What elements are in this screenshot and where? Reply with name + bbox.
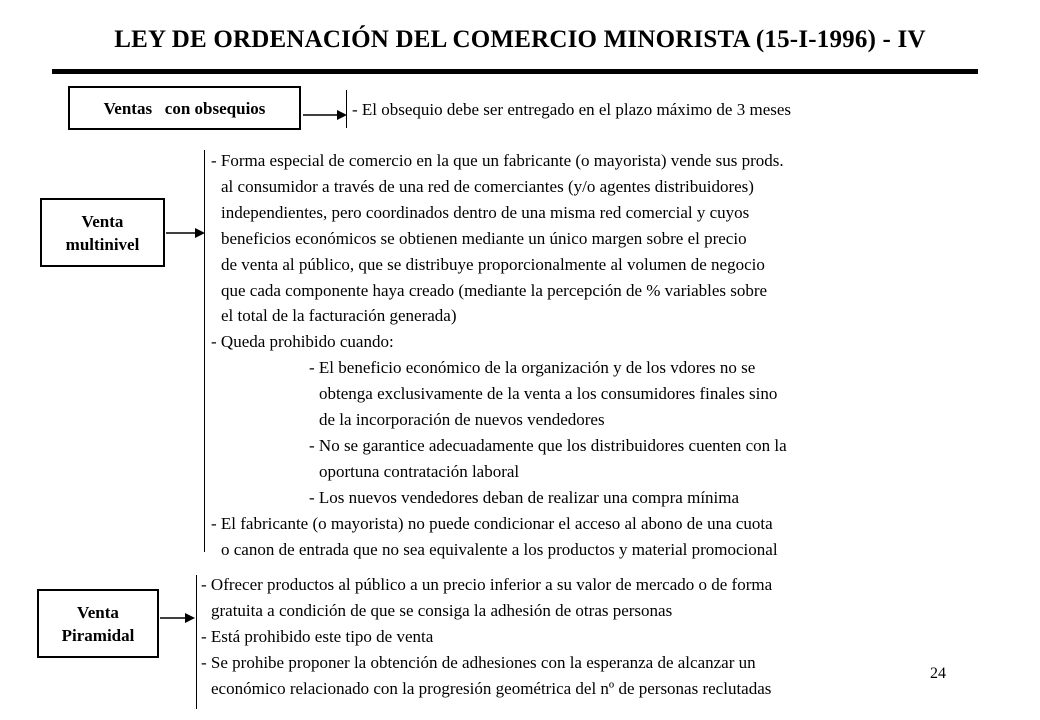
- multinivel-label-box: [40, 198, 165, 267]
- multinivel-line: obtenga exclusivamente de la venta a los consumidores finales sino: [319, 384, 778, 404]
- piramidal-label-line-2: Piramidal: [61, 625, 135, 645]
- multinivel-line: - Forma especial de comercio en la que un fabricante (o mayorista) vende sus prods.: [211, 151, 784, 170]
- multinivel-label-line-1: Venta: [81, 211, 124, 231]
- multinivel-line: de venta al público, que se distribuye proporcionalmente al volumen de negocio: [221, 254, 765, 274]
- multinivel-line: o canon de entrada que no sea equivalente a los productos y material promocional: [221, 539, 778, 559]
- multinivel-label-line-2: multinivel: [65, 234, 140, 254]
- obsequios-arrow-icon: [303, 108, 348, 122]
- multinivel-line: - Los nuevos vendedores deban de realizar una compra mínima: [309, 487, 740, 507]
- obsequios-line: - El obsequio debe ser entregado en el plazo máximo de 3 meses: [352, 100, 792, 119]
- piramidal-line: - Ofrecer productos al público a un precio inferior a su valor de mercado o de forma: [201, 575, 773, 594]
- multinivel-arrow-icon: [166, 226, 206, 240]
- title-underline: [52, 69, 978, 74]
- multinivel-line: que cada componente haya creado (mediante la percepción de % variables sobre: [221, 280, 768, 300]
- multinivel-line: - No se garantice adecuadamente que los distribuidores cuenten con la: [309, 435, 787, 455]
- piramidal-line: - Está prohibido este tipo de venta: [201, 626, 434, 646]
- multinivel-line: independientes, pero coordinados dentro de una misma red comercial y cuyos: [221, 202, 750, 222]
- multinivel-line: - El fabricante (o mayorista) no puede condicionar el acceso al abono de una cuota: [211, 513, 773, 533]
- multinivel-line: al consumidor a través de una red de comerciantes (y/o agentes distribuidores): [221, 176, 754, 196]
- multinivel-line: de la incorporación de nuevos vendedores: [319, 410, 605, 430]
- multinivel-bracket-line: [204, 150, 205, 552]
- piramidal-label-box: [37, 589, 159, 658]
- multinivel-line: - Queda prohibido cuando:: [211, 332, 394, 352]
- multinivel-text: [211, 148, 787, 563]
- obsequios-bracket-line: [346, 90, 347, 128]
- piramidal-line: económico relacionado con la progresión geométrica del nº de personas reclutadas: [211, 678, 772, 698]
- piramidal-bracket-line: [196, 575, 197, 709]
- multinivel-line: el total de la facturación generada): [221, 306, 457, 326]
- multinivel-line: - El beneficio económico de la organización y de los vdores no se: [309, 358, 756, 378]
- piramidal-arrow-icon: [160, 611, 196, 625]
- obsequios-label-box: [68, 86, 301, 130]
- piramidal-line: - Se prohibe proponer la obtención de adhesiones con la esperanza de alcanzar un: [201, 652, 756, 672]
- piramidal-line: gratuita a condición de que se consiga la adhesión de otras personas: [211, 600, 673, 620]
- multinivel-line: beneficios económicos se obtienen mediante un único margen sobre el precio: [221, 228, 747, 248]
- obsequios-text: [352, 97, 791, 123]
- obsequios-label-line: Ventas con obsequios: [103, 98, 266, 118]
- multinivel-line: oportuna contratación laboral: [319, 461, 520, 481]
- piramidal-text: [201, 572, 772, 702]
- page-title: LEY DE ORDENACIÓN DEL COMERCIO MINORISTA (15-I-1996) - IV: [114, 26, 926, 53]
- page-number: 24: [930, 665, 946, 682]
- piramidal-label-line-1: Venta: [77, 602, 119, 622]
